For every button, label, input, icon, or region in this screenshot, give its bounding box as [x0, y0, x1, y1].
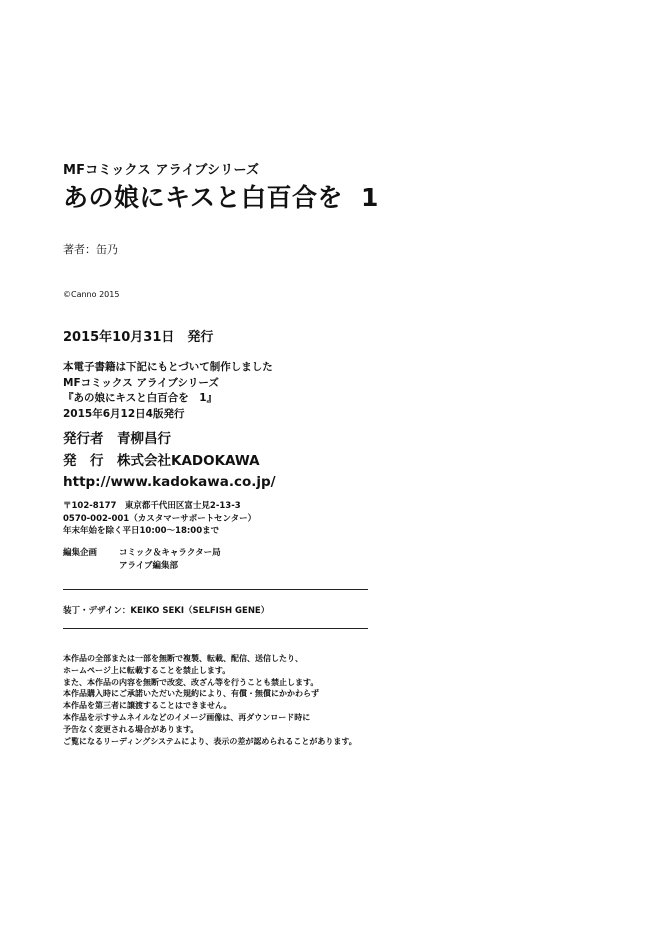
series-name: MFコミックス アライブシリーズ — [63, 163, 260, 178]
address-line: 年末年始を除く平日10:00～18:00まで — [63, 526, 220, 536]
legal-line: 本作品の全部または一部を無断で複製、転載、配信、送信したり、 — [63, 654, 303, 663]
ebook-note-line: 『あの娘にキスと白百合を 1』 — [63, 392, 218, 404]
legal-notice — [63, 653, 357, 747]
editorial-label: 編集企画 — [63, 548, 98, 558]
address-line: 0570-002-001（カスタマーサポートセンター） — [63, 513, 257, 524]
legal-line: また、本作品の内容を無断で改変、改ざん等を行うことも禁止します。 — [63, 677, 319, 687]
editorial-line: アライブ編集部 — [119, 561, 178, 571]
publisher-address — [63, 500, 256, 538]
author-label: 著者： — [63, 243, 96, 256]
book-title — [63, 178, 379, 214]
editorial-credit — [63, 547, 221, 573]
ebook-note-line: MFコミックス アライブシリーズ — [63, 376, 219, 389]
publication-date: 2015年10月31日 発行 — [63, 330, 214, 345]
legal-line: 本作品を第三者に譲渡することはできません。 — [63, 701, 232, 711]
divider-rule — [63, 628, 368, 629]
divider-rule — [63, 589, 368, 590]
address-line: 〒102-8177 東京都千代田区富士見2-13-3 — [63, 501, 241, 511]
issuer-line: 発 行 株式会社KADOKAWA — [63, 452, 260, 469]
publisher-url: http://www.kadokawa.co.jp/ — [63, 474, 276, 490]
book-volume: 1 — [361, 183, 379, 212]
author-credit — [63, 241, 118, 257]
copyright-notice: ©Canno 2015 — [63, 290, 120, 299]
publisher-line: 発行者 青柳昌行 — [63, 431, 171, 447]
publisher-info — [63, 429, 276, 494]
book-title-main: あの娘にキスと白百合を — [63, 183, 344, 212]
editorial-line: コミック＆キャラクター局 — [119, 548, 221, 558]
legal-line: ホームページ上に転載することを禁止します。 — [63, 665, 231, 675]
ebook-note-line: 2015年6月12日4版発行 — [63, 407, 185, 420]
legal-line: 予告なく変更される場合があります。 — [63, 724, 199, 734]
legal-line: 本作品購入時にご承諾いただいた規約により、有償・無償にかかわらず — [63, 689, 319, 699]
ebook-note — [63, 360, 273, 422]
design-credit: 装丁・デザイン：KEIKO SEKI（SELFISH GENE） — [63, 606, 270, 616]
author-name: 缶乃 — [96, 243, 118, 256]
ebook-note-line: 本電子書籍は下記にもとづいて制作しました — [63, 361, 273, 373]
legal-line: ご覧になるリーディングシステムにより、表示の差が認められることがあります。 — [63, 736, 357, 746]
legal-line: 本作品を示すサムネイルなどのイメージ画像は、再ダウンロード時に — [63, 712, 311, 722]
